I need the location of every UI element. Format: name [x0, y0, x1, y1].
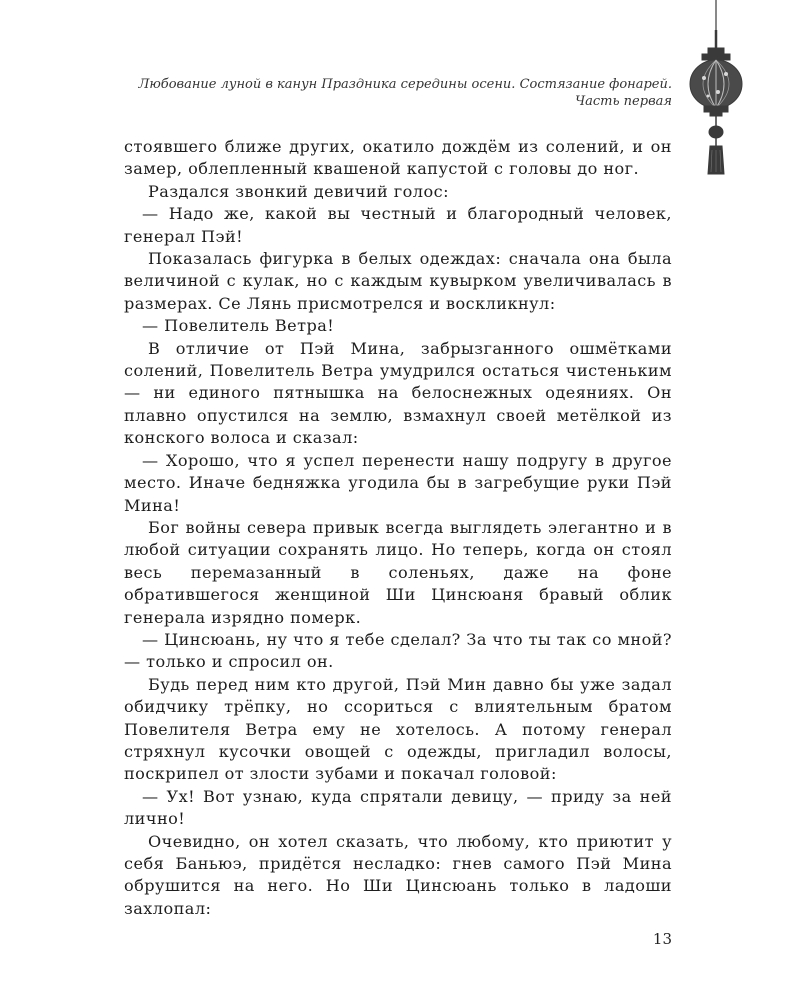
page-number: 13 — [652, 930, 672, 948]
running-head-line-1: Любование луной в канун Праздника середины осени. Состязание фонарей. — [138, 77, 672, 92]
paragraph: Бог войны севера привык всегда выглядеть элегантно и в любой ситуации сохранять лицо. Но теперь, когда он стоял весь перемазанный в соленьях, даже на фоне обратившегося женщиной Ши Цинсюаня бравый облик генерала изрядно померк. — [124, 517, 672, 627]
hanging-lantern-icon — [688, 0, 744, 180]
dialogue-paragraph: — Хорошо, что я успел перенести нашу подругу в другое место. Иначе бедняжка угодила бы в загребущие руки Пэй Мина! — [124, 450, 672, 515]
dialogue-paragraph: — Надо же, какой вы честный и благородный человек, генерал Пэй! — [124, 204, 672, 246]
paragraph: Раздался звонкий девичий голос: — [148, 181, 449, 201]
body-text — [124, 136, 672, 920]
paragraph: В отличие от Пэй Мина, забрызганного ошмётками солений, Повелитель Ветра умудрился остаться чистеньким — ни единого пятнышка на белоснежных одеяниях. Он плавно опустился на землю, взмахнул своей метёлкой из конского волоса и сказал: — [124, 338, 672, 448]
dialogue-paragraph: — Повелитель Ветра! — [142, 316, 335, 336]
paragraph: Будь перед ним кто другой, Пэй Мин давно бы уже задал обидчику трёпку, но ссориться с влиятельным братом Повелителя Ветра ему не хотелось. А потому генерал стряхнул кусочки овощей с одежды, пригладил волосы, поскрипел от злости зубами и покачал головой: — [124, 674, 672, 784]
dialogue-paragraph: — Цинсюань, ну что я тебе сделал? За что ты так со мной? — только и спросил он. — [124, 629, 672, 672]
paragraph: Показалась фигурка в белых одеждах: сначала она была величиной с кулак, но с каждым кувырком увеличивалась в размерах. Се Лянь присмотрелся и воскликнул: — [124, 249, 672, 313]
paragraph: Очевидно, он хотел сказать, что любому, кто приютит у себя Баньюэ, придётся несладко: гнев самого Пэй Мина обрушится на него. Но Ши Цинсюань только в ладоши захлопал: — [124, 831, 672, 918]
paragraph: стоявшего ближе других, окатило дождём из солений, и он замер, облепленный квашеной капустой с головы до ног. — [124, 137, 672, 179]
running-head — [112, 76, 672, 110]
running-head-line-2: Часть первая — [575, 94, 672, 109]
dialogue-paragraph: — Ух! Вот узнаю, куда спрятали девицу, — приду за ней лично! — [124, 786, 672, 829]
